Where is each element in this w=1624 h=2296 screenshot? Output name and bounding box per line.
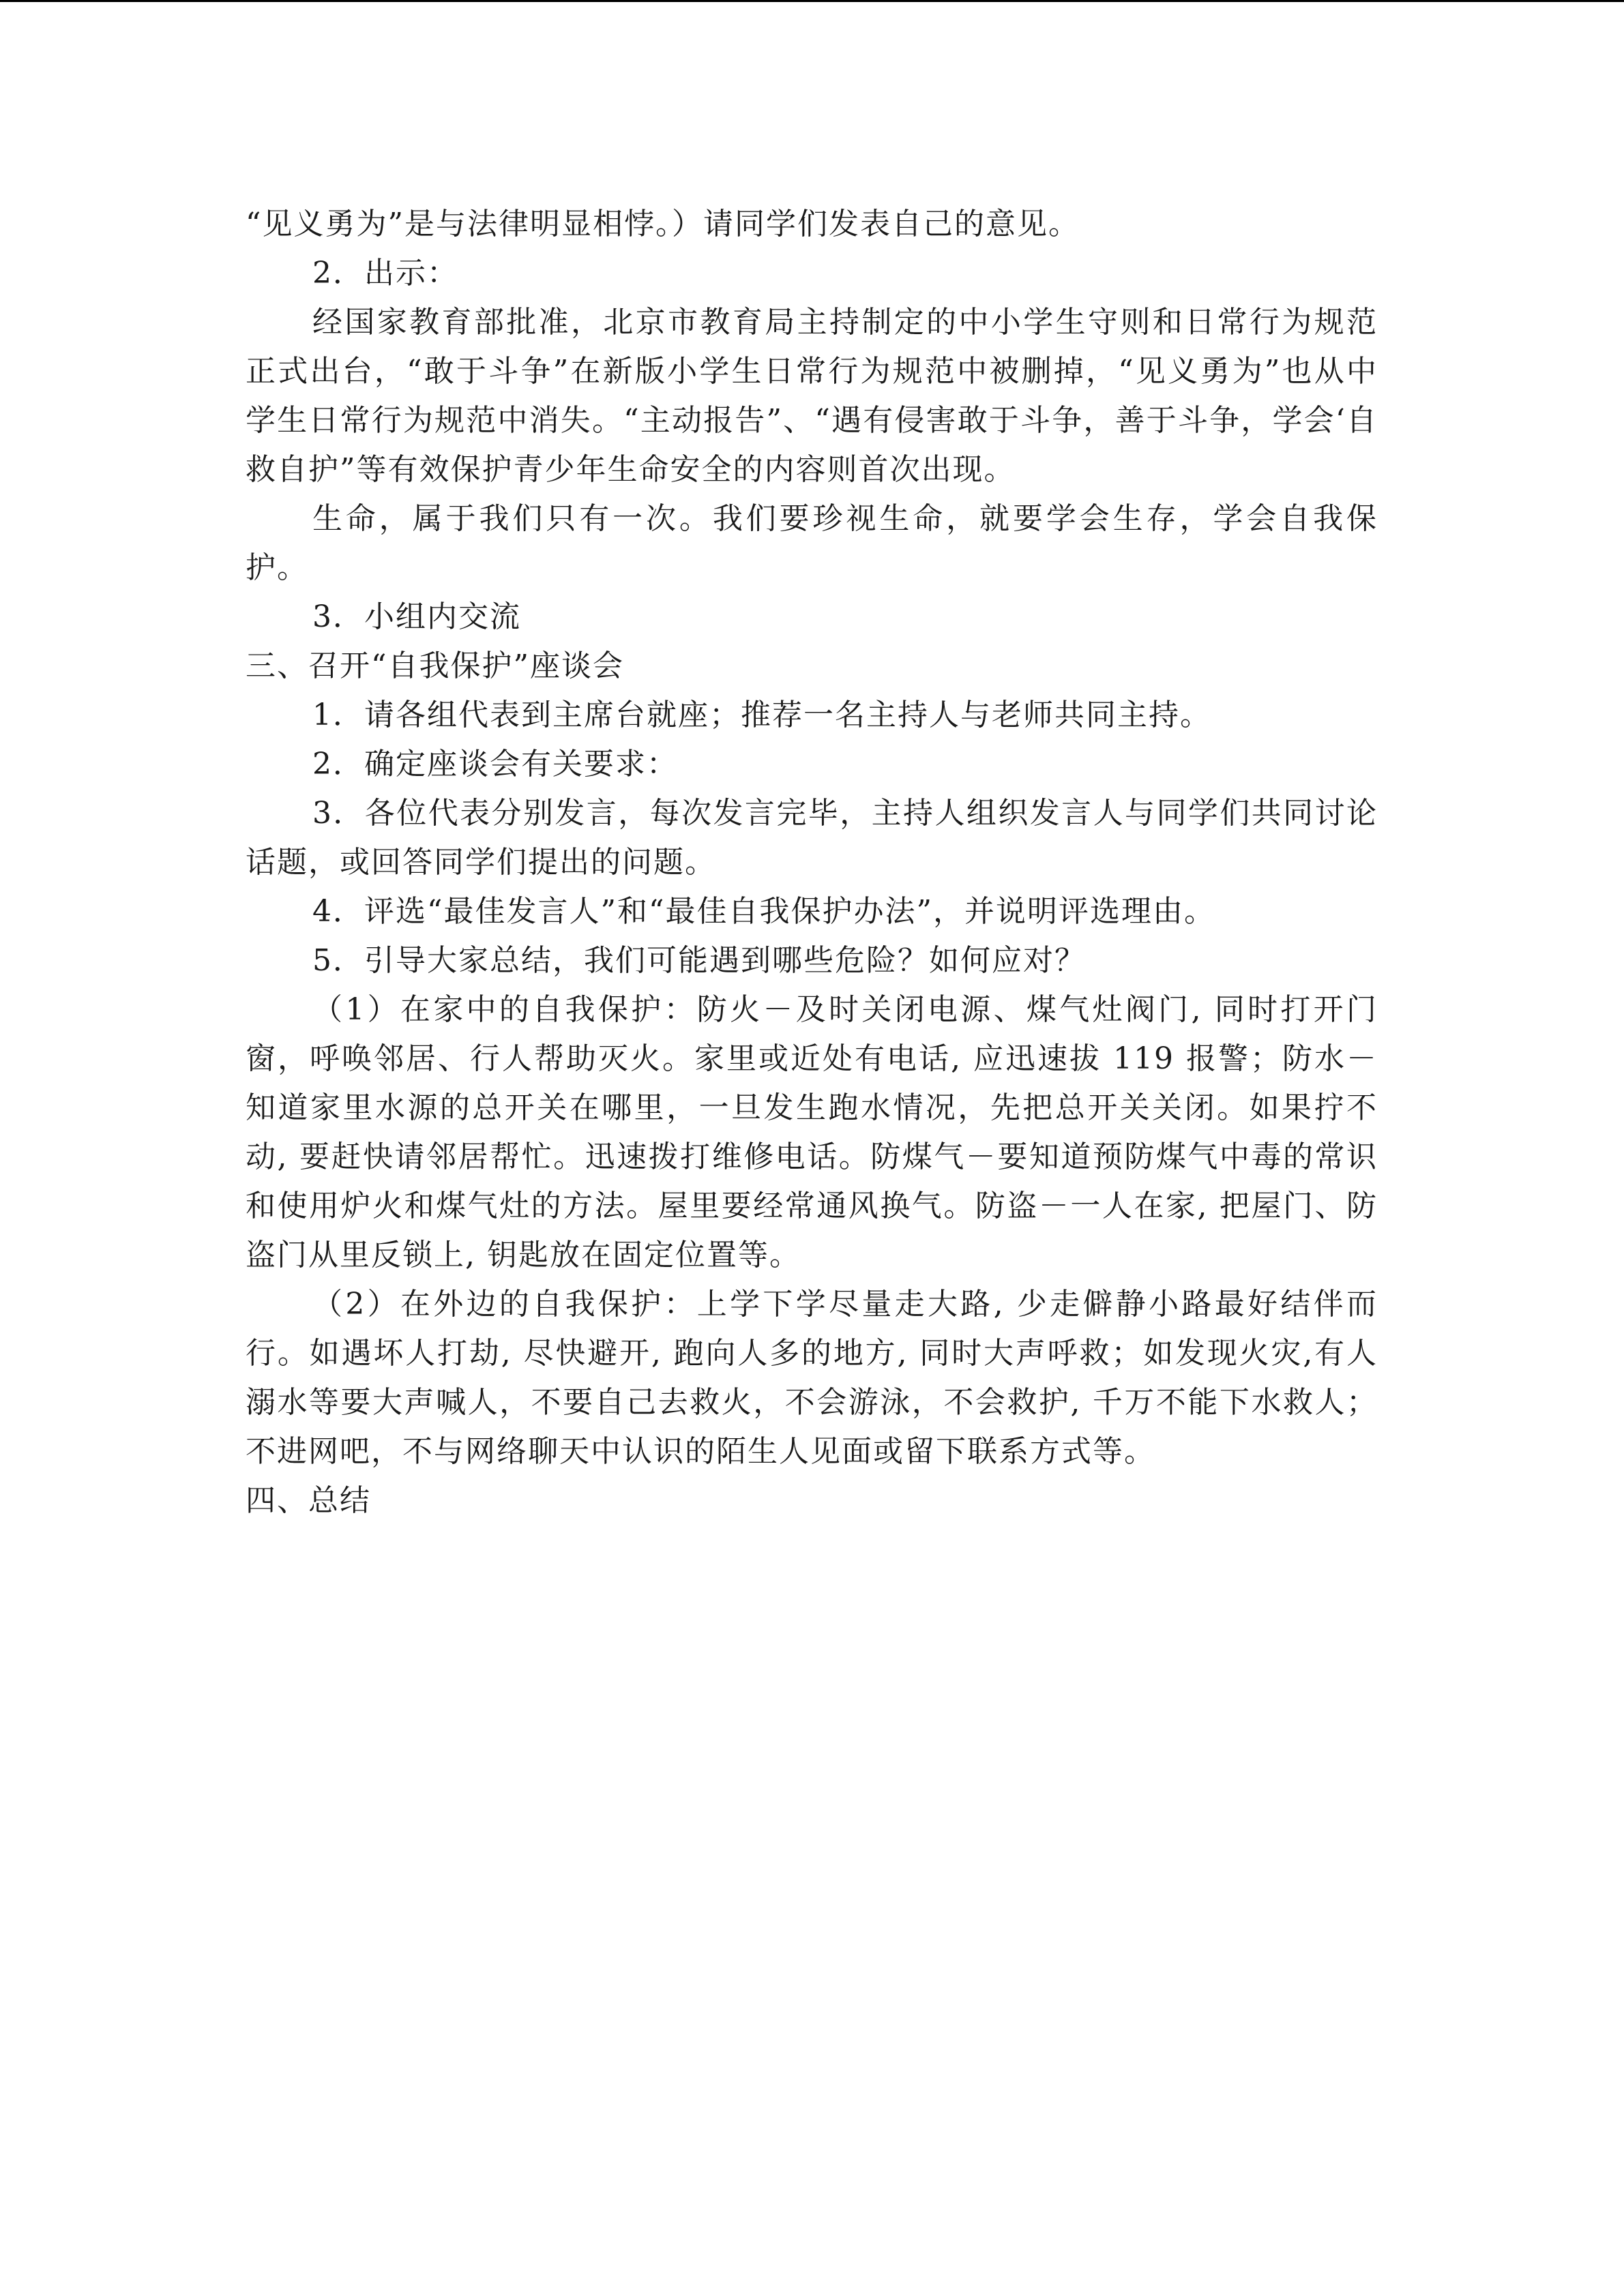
paragraph: 3．各位代表分别发言，每次发言完毕，主持人组织发言人与同学们共同讨论话题，或回答同学们提出的问题。 <box>246 796 1378 880</box>
paragraph: （1）在家中的自我保护：防火－及时关闭电源、煤气灶阀门, 同时打开门窗，呼唤邻居、行人帮助灭火。家里或近处有电话, 应迅速拔 119 报警；防水－知道家里水源的总开关在哪里，一旦发生跑水情况，先把总开关关闭。如果拧不动, 要赶快请邻居帮忙。迅速拨打维修电话。防煤气－要知道预防煤气中毒的常识和使用炉火和煤气灶的方法。屋里要经常通风换气。防盗－一人在家, 把屋门、防盗门从里反锁上, 钥匙放在固定位置等。 <box>246 992 1378 1272</box>
paragraph: “见义勇为”是与法律明显相悖。）请同学们发表自己的意见。 <box>246 207 1080 241</box>
paragraph: （2）在外边的自我保护：上学下学尽量走大路, 少走僻静小路最好结伴而行。如遇坏人打劫, 尽快避开, 跑向人多的地方, 同时大声呼救；如发现火灾,有人溺水等要大声喊人，不要自己去救火，不会游泳，不会救护, 千万不能下水救人；不进网吧，不与网络聊天中认识的陌生人见面或留下联系方式等。 <box>246 1287 1378 1469</box>
paragraph: 生命，属于我们只有一次。我们要珍视生命，就要学会生存，学会自我保护。 <box>246 501 1378 585</box>
paragraph: 经国家教育部批准，北京市教育局主持制定的中小学生守则和日常行为规范正式出台，“敢于斗争”在新版小学生日常行为规范中被删掉，“见义勇为”也从中学生日常行为规范中消失。“主动报告”、“遇有侵害敢于斗争，善于斗争，学会‘自救自护”等有效保护青少年生命安全的内容则首次出现。 <box>246 305 1378 487</box>
paragraph: 5．引导大家总结，我们可能遇到哪些危险？如何应对？ <box>312 943 1086 978</box>
paragraph: 2．出示： <box>312 256 458 290</box>
paragraph: 3．小组内交流 <box>312 599 521 634</box>
section-heading: 三、召开“自我保护”座谈会 <box>246 648 624 683</box>
paragraph: 4．评选“最佳发言人”和“最佳自我保护办法”，并说明评选理由。 <box>312 894 1215 929</box>
paragraph: 2．确定座谈会有关要求： <box>312 747 678 781</box>
paragraph: 1．请各组代表到主席台就座；推荐一名主持人与老师共同主持。 <box>312 698 1211 732</box>
document-body <box>246 200 1378 1525</box>
section-heading: 四、总结 <box>246 1483 371 1518</box>
